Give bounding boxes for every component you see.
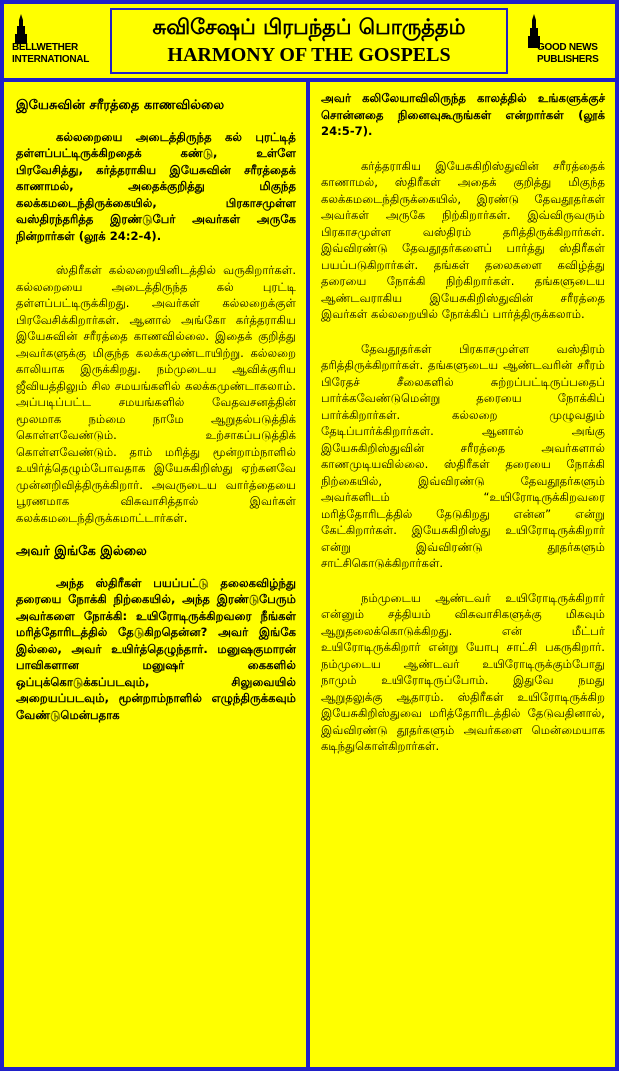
bellwether-logo (8, 10, 96, 72)
title-box (110, 8, 508, 74)
logo-line-1: BELLWETHER (12, 42, 78, 53)
section-heading: இயேசுவின் சரீரத்தை காணவில்லை (16, 98, 225, 113)
good-news-logo (523, 10, 611, 72)
left-column (4, 82, 310, 1067)
body-paragraph: தேவதூதர்கள் பிரகாசமுள்ள வஸ்திரம் தரித்திருக்கிறார்கள். தங்களுடைய ஆண்டவரின் சரீரம் பிரேதச் சீலைகளில் சுற்றப்பட்டிருப்பதைப் பார்க்கவேண்டுமென்று தரையை நோக்கிப் பார்க்கிறார்கள். கல்லறை முழுவதும் தேடிப்பார்க்கிறார்கள். ஆனால் அங்கு இயேசுகிறிஸ்துவின் சரீரத்தை அவர்களால் காணமுடியவில்லை. ஸ்திரீகள் தரையை நோக்கி நிற்கையில், இவ்விரண்டு தேவதூதர்களும் அவர்களிடம் “உயிரோடிருக்கிறவரை மரித்தோரிடத்தில் தேடுகிறது என்ன” என்று கேட்கிறார்கள். இயேசுகிறிஸ்து உயிரோடிருக்கிறார் என்று இவ்விரண்டு தூதர்களும் சாட்சிகொடுக்கிறார்கள். (321, 341, 605, 570)
header (4, 4, 615, 82)
scripture-paragraph: அவர் கலிலேயாவிலிருந்த காலத்தில் உங்களுக்குச் சொன்னதை நினைவுகூருங்கள் என்றார்கள் (லூக் 24:5-7). (321, 91, 605, 138)
good-news-logo-text (537, 42, 598, 66)
section-heading: அவர் இங்கே இல்லை (16, 544, 147, 559)
tower-icon (14, 14, 28, 44)
logo-line-2: INTERNATIONAL (12, 54, 90, 65)
body-paragraph: நம்முடைய ஆண்டவர் உயிரோடிருக்கிறார் என்னும் சத்தியம் விசுவாசிகளுக்கு மிகவும் ஆறுதலைக்கொடுக்கிறது. என் மீட்பர் உயிரோடிருக்கிறார் என்று யோபு சாட்சி பகருகிறார். நம்முடைய ஆண்டவர் உயிரோடிருக்கும்போது நாமும் உயிரோடிருப்போம். இதுவே நமது ஆறுதலுக்கு ஆதாரம். ஸ்திரீகள் உயிரோடிருக்கிற இயேசுகிறிஸ்துவை மரித்தோரிடத்தில் தேடுவதினால், இவ்விரண்டு தூதர்களும் அவர்களை மென்மையாக கடிந்துகொள்கிறார்கள். (321, 590, 605, 753)
bellwether-logo-text (12, 42, 89, 66)
body-paragraph: ஸ்திரீகள் கல்லறையினிடத்தில் வருகிறார்கள். கல்லறையை அடைத்திருந்த கல் புரட்டி தள்ளப்பட்டிருக்கிறது. அவர்கள் கல்லறைக்குள் பிரவேசிக்கிறார்கள். ஆனால் அங்கோ கர்த்தராகிய இயேசுவின் சரீரத்தை காணவில்லை. இதைக் குறித்து அவர்களுக்கு மிகுந்த கலக்கமுண்டாயிற்று. கல்லறை காலியாக இருக்கிறது. நம்முடைய ஆவிக்குரிய ஜீவியத்திலும் சில சமயங்களில் கலக்கமுண்டாகலாம். அப்படிப்பட்ட சமயங்களில் வேதவசனத்தின் மூலமாக நம்மை நாமே ஆறுதல்படுத்திக் கொள்ளவேண்டும். உற்சாகப்படுத்திக் கொள்ளவேண்டும். தாம் மரித்து மூன்றாம்நாளில் உயிர்த்தெழும்போவதாக இயேசுகிறிஸ்து ஏற்கனவே முன்னறிவித்திருக்கிறார். அவருடைய வார்த்தையை பூரணமாக விசுவாசித்தால் இவர்கள் கலக்கமடைந்திருக்கமாட்டார்கள். (16, 263, 296, 525)
title-english: HARMONY OF THE GOSPELS (167, 44, 451, 66)
title-tamil: சுவிசேஷப் பிரபந்தப் பொருத்தம் (152, 15, 466, 39)
logo-line-2: PUBLISHERS (537, 54, 599, 65)
logo-line-1: GOOD NEWS (537, 42, 598, 53)
scripture-paragraph: கல்லறையை அடைத்திருந்த கல் புரட்டித் தள்ளப்பட்டிருக்கிறதைக் கண்டு, உள்ளே பிரவேசித்து, கர்த்தராகிய இயேசுவின் சரீரத்தைக் காணாமல், அதைக்குறித்து மிகுந்த கலக்கமடைந்திருக்கையில், பிரகாசமுள்ள வஸ்திரந்தரித்த இரண்டுபேர் அவர்கள் அருகே நின்றார்கள் (லூக் 24:2-4). (16, 129, 296, 243)
right-column (310, 82, 615, 1067)
body-paragraph: கர்த்தராகிய இயேசுகிறிஸ்துவின் சரீரத்தைக் காணாமல், ஸ்திரீகள் அதைக் குறித்து மிகுந்த கலக்கமடைந்திருக்கையில், இரண்டு தேவதூதர்கள் அவர்கள் அருகே நிற்கிறார்கள். இவ்விருவரும் பிரகாசமுள்ள வஸ்திரம் தரித்திருக்கிறார்கள். இவ்விரண்டு தேவதூதர்களைப் பார்த்து ஸ்திரீகள் பயப்படுகிறார்கள். தங்கள் தலைகளை கவிழ்த்து தரையை நோக்கி நிற்கிறார்கள். தங்களுடைய ஆண்டவராகிய இயேசுகிறிஸ்துவின் சரீரத்தை இவர்கள் கல்லறையில் நோக்கிப் பார்த்திருக்கலாம். (321, 158, 605, 321)
scripture-paragraph: அந்த ஸ்திரீகள் பயப்பட்டு தலைகவிழ்ந்து தரையை நோக்கி நிற்கையில், அந்த இரண்டுபேரும் அவர்களை நோக்கி: உயிரோடிருக்கிறவரை நீங்கள் மரித்தோரிடத்தில் தேடுகிறதென்ன? அவர் இங்கே இல்லை, அவர் உயிர்த்தெழுந்தார். மனுஷகுமாரன் பாவிகளான மனுஷர் கைகளில் ஒப்புக்கொடுக்கப்படவும், சிலுவையில் அறையப்படவும், மூன்றாம்நாளில் எழுந்திருக்கவும் வேண்டுமென்பதாக (16, 575, 296, 722)
